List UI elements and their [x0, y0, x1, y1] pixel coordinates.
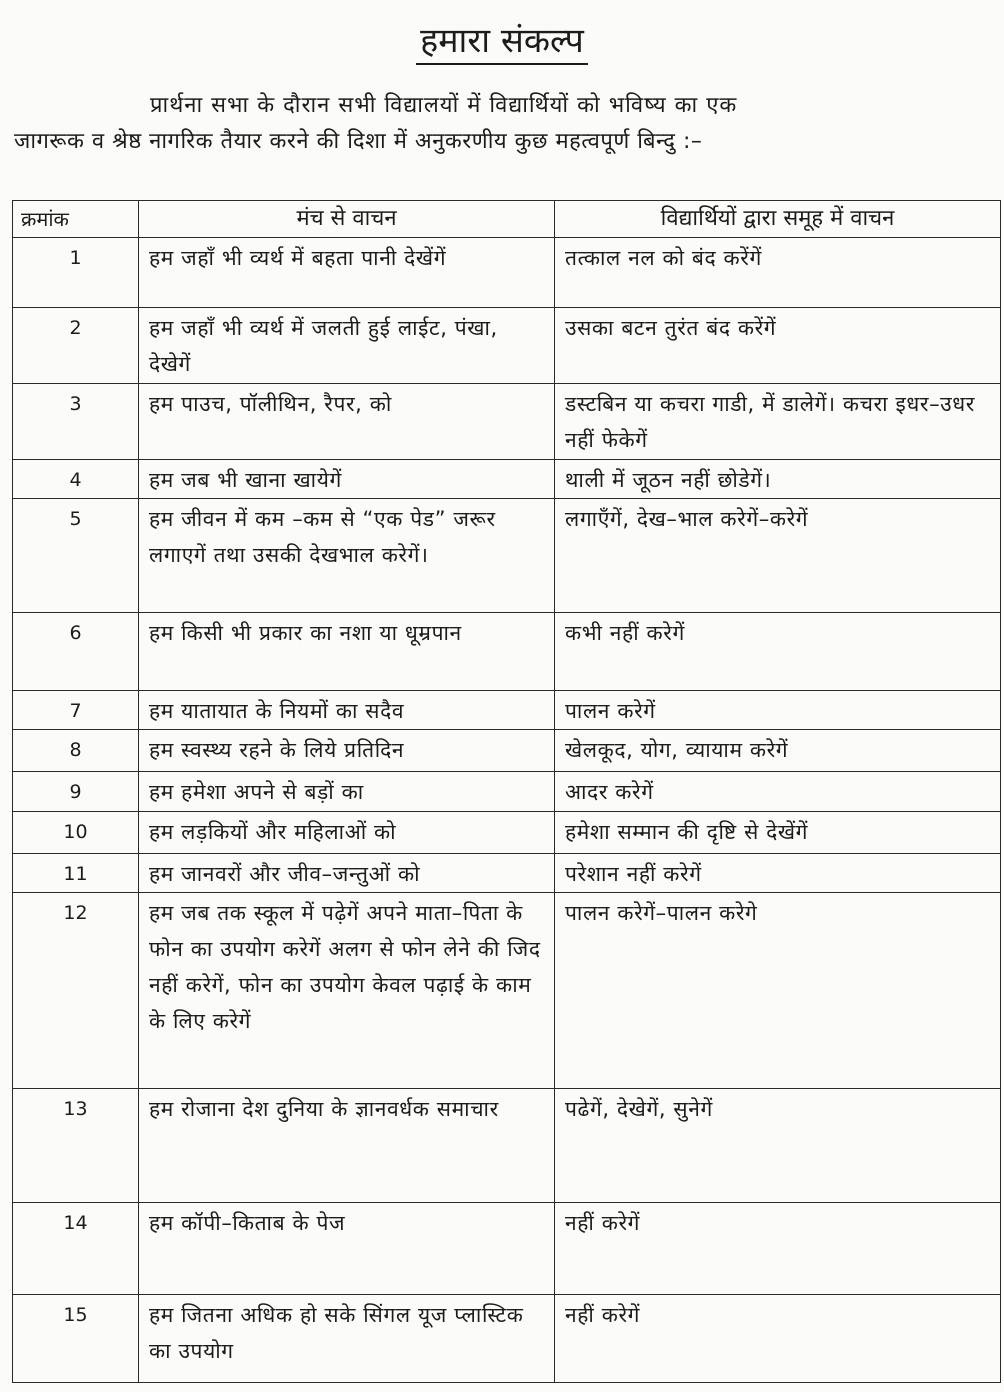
stage-text: हम किसी भी प्रकार का नशा या धूम्रपान: [139, 613, 555, 691]
intro-line-2: जागरूक व श्रेष्ठ नागरिक तैयार करने की दिशा में अनुकरणीय कुछ महत्वपूर्ण बिन्दु :–: [14, 129, 703, 154]
intro-line-1: प्रार्थना सभा के दौरान सभी विद्यालयों में विद्यार्थियों को भविष्य का एक: [150, 93, 738, 118]
row-number: 3: [13, 384, 139, 460]
table-row: [13, 613, 1001, 691]
row-number: 13: [13, 1089, 139, 1203]
group-text: तत्काल नल को बंद करेंगें: [555, 238, 1001, 308]
row-number: 1: [13, 238, 139, 308]
stage-text: हम हमेशा अपने से बड़ों का: [139, 772, 555, 812]
group-text: डस्टबिन या कचरा गाडी, में डालेगें। कचरा इधर–उधर नहीं फेकेगें: [555, 384, 1001, 460]
stage-text: हम जब तक स्कूल में पढ़ेगें अपने माता–पिता के फोन का उपयोग करेगें अलग से फोन लेने की जिद नहीं करेगें, फोन का उपयोग केवल पढ़ाई के काम के लिए करेगें: [139, 893, 555, 1089]
group-text: नहीं करेगें: [555, 1295, 1001, 1383]
row-number: 4: [13, 460, 139, 499]
page-title-text: हमारा संकल्प: [416, 21, 588, 65]
stage-text: हम जितना अधिक हो सके सिंगल यूज प्लास्टिक का उपयोग: [139, 1295, 555, 1383]
table-header-row: [13, 201, 1001, 238]
stage-text: हम कॉपी–किताब के पेज: [139, 1203, 555, 1295]
row-number: 10: [13, 812, 139, 854]
table-row: [13, 1089, 1001, 1203]
header-stage-reading: मंच से वाचन: [139, 201, 555, 238]
table-row: [13, 1295, 1001, 1383]
row-number: 7: [13, 691, 139, 730]
group-text: नहीं करेगें: [555, 1203, 1001, 1295]
group-text: आदर करेगें: [555, 772, 1001, 812]
stage-text: हम लड़कियों और महिलाओं को: [139, 812, 555, 854]
row-number: 2: [13, 308, 139, 384]
group-text: पढेगें, देखेगें, सुनेगें: [555, 1089, 1001, 1203]
row-number: 5: [13, 499, 139, 613]
group-text: लगाएँगें, देख–भाल करेगें–करेगें: [555, 499, 1001, 613]
row-number: 8: [13, 730, 139, 772]
row-number: 12: [13, 893, 139, 1089]
page-title: [0, 18, 1004, 64]
stage-text: हम जानवरों और जीव–जन्तुओं को: [139, 854, 555, 893]
table-row: [13, 1203, 1001, 1295]
table-row: [13, 384, 1001, 460]
table-row: [13, 308, 1001, 384]
group-text: थाली में जूठन नहीं छोडेगें।: [555, 460, 1001, 499]
row-number: 9: [13, 772, 139, 812]
table-row: [13, 499, 1001, 613]
intro-paragraph: [14, 88, 994, 160]
row-number: 6: [13, 613, 139, 691]
table-row: [13, 460, 1001, 499]
stage-text: हम पाउच, पॉलीथिन, रैपर, को: [139, 384, 555, 460]
group-text: हमेशा सम्मान की दृष्टि से देखेंगें: [555, 812, 1001, 854]
header-group-reading: विद्यार्थियों द्वारा समूह में वाचन: [555, 201, 1001, 238]
group-text: कभी नहीं करेगें: [555, 613, 1001, 691]
table-row: [13, 238, 1001, 308]
group-text: खेलकूद, योग, व्यायाम करेगें: [555, 730, 1001, 772]
table-row: [13, 893, 1001, 1089]
table-row: [13, 691, 1001, 730]
group-text: उसका बटन तुरंत बंद करेंगें: [555, 308, 1001, 384]
table-row: [13, 730, 1001, 772]
row-number: 15: [13, 1295, 139, 1383]
stage-text: हम जहाँ भी व्यर्थ में बहता पानी देखेंगें: [139, 238, 555, 308]
stage-text: हम यातायात के नियमों का सदैव: [139, 691, 555, 730]
stage-text: हम जहाँ भी व्यर्थ में जलती हुई लाईट, पंखा, देखेगें: [139, 308, 555, 384]
table-row: [13, 812, 1001, 854]
table-row: [13, 772, 1001, 812]
stage-text: हम रोजाना देश दुनिया के ज्ञानवर्धक समाचार: [139, 1089, 555, 1203]
group-text: पालन करेगें–पालन करेगे: [555, 893, 1001, 1089]
group-text: पालन करेगें: [555, 691, 1001, 730]
row-number: 11: [13, 854, 139, 893]
stage-text: हम स्वस्थ्य रहने के लिये प्रतिदिन: [139, 730, 555, 772]
pledge-table: [12, 200, 1001, 1383]
stage-text: हम जीवन में कम –कम से “एक पेड” जरूर लगाएगें तथा उसकी देखभाल करेगें।: [139, 499, 555, 613]
table-row: [13, 854, 1001, 893]
header-serial: क्रमांक: [13, 201, 139, 238]
row-number: 14: [13, 1203, 139, 1295]
group-text: परेशान नहीं करेगें: [555, 854, 1001, 893]
stage-text: हम जब भी खाना खायेगें: [139, 460, 555, 499]
